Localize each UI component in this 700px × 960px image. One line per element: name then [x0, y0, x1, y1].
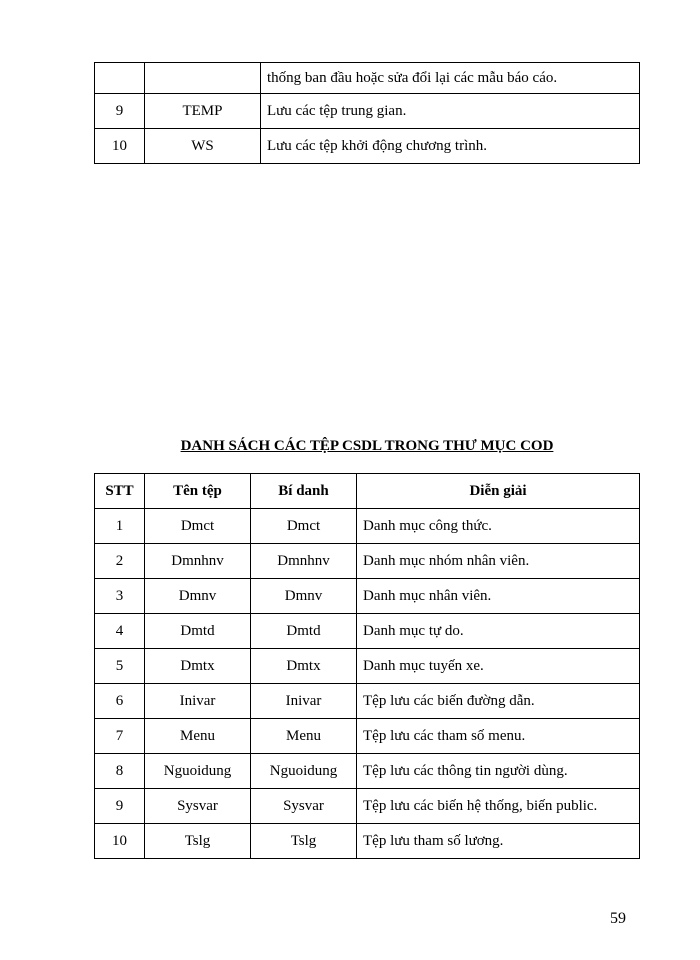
cell-file: Nguoidung [145, 754, 251, 789]
cell-stt: 3 [95, 579, 145, 614]
cell-folder: WS [145, 129, 261, 164]
cell-desc: Danh mục tự do. [357, 614, 640, 649]
cell-alias: Dmtx [251, 649, 357, 684]
table-row [95, 719, 640, 754]
header-row [95, 474, 640, 509]
page-number: 59 [610, 910, 626, 927]
cell-stt [95, 63, 145, 94]
cell-alias: Dmct [251, 509, 357, 544]
cell-file: Dmtx [145, 649, 251, 684]
cell-desc: Tệp lưu các tham số menu. [357, 719, 640, 754]
cell-stt: 2 [95, 544, 145, 579]
cell-alias: Dmtd [251, 614, 357, 649]
folder-table-continued [94, 62, 640, 164]
cell-desc: Danh mục công thức. [357, 509, 640, 544]
cell-stt: 9 [95, 789, 145, 824]
header-file: Tên tệp [145, 474, 251, 509]
db-files-table [94, 473, 640, 859]
cell-desc: Tệp lưu các biến hệ thống, biến public. [357, 789, 640, 824]
cell-folder: TEMP [145, 94, 261, 129]
cell-stt: 8 [95, 754, 145, 789]
cell-file: Dmnhnv [145, 544, 251, 579]
table-row [95, 824, 640, 859]
cell-file: Dmct [145, 509, 251, 544]
table-row [95, 614, 640, 649]
table-row [95, 63, 640, 94]
cell-desc: Lưu các tệp trung gian. [261, 94, 640, 129]
cell-file: Menu [145, 719, 251, 754]
table-row [95, 649, 640, 684]
cell-file: Dmtd [145, 614, 251, 649]
cell-desc: Lưu các tệp khởi động chương trình. [261, 129, 640, 164]
table-row [95, 509, 640, 544]
table-row [95, 94, 640, 129]
table-row [95, 544, 640, 579]
cell-alias: Sysvar [251, 789, 357, 824]
cell-file: Sysvar [145, 789, 251, 824]
cell-stt: 10 [95, 824, 145, 859]
header-alias: Bí danh [251, 474, 357, 509]
table-row [95, 754, 640, 789]
cell-alias: Dmnv [251, 579, 357, 614]
cell-stt: 4 [95, 614, 145, 649]
header-desc: Diễn giải [357, 474, 640, 509]
cell-alias: Tslg [251, 824, 357, 859]
cell-stt: 7 [95, 719, 145, 754]
cell-desc: Tệp lưu tham số lương. [357, 824, 640, 859]
cell-alias: Dmnhnv [251, 544, 357, 579]
cell-desc: Tệp lưu các biến đường dẫn. [357, 684, 640, 719]
cell-stt: 10 [95, 129, 145, 164]
cell-stt: 6 [95, 684, 145, 719]
section-title: DANH SÁCH CÁC TỆP CSDL TRONG THƯ MỤC COD [180, 438, 554, 454]
table-header [95, 474, 640, 509]
cell-stt: 1 [95, 509, 145, 544]
cell-file: Tslg [145, 824, 251, 859]
cell-desc: Danh mục tuyến xe. [357, 649, 640, 684]
cell-stt: 9 [95, 94, 145, 129]
cell-alias: Menu [251, 719, 357, 754]
cell-alias: Nguoidung [251, 754, 357, 789]
cell-folder [145, 63, 261, 94]
folder-table-body [95, 63, 640, 164]
cell-desc: Danh mục nhân viên. [357, 579, 640, 614]
table-row [95, 789, 640, 824]
cell-alias: Inivar [251, 684, 357, 719]
cell-file: Inivar [145, 684, 251, 719]
table-row [95, 129, 640, 164]
table-row [95, 579, 640, 614]
table-row [95, 684, 640, 719]
cell-file: Dmnv [145, 579, 251, 614]
cell-desc: Tệp lưu các thông tin người dùng. [357, 754, 640, 789]
cell-desc: Danh mục nhóm nhân viên. [357, 544, 640, 579]
cell-stt: 5 [95, 649, 145, 684]
header-stt: STT [95, 474, 145, 509]
db-table-body [95, 509, 640, 859]
cell-desc: thống ban đầu hoặc sửa đổi lại các mẫu báo cáo. [261, 63, 640, 94]
